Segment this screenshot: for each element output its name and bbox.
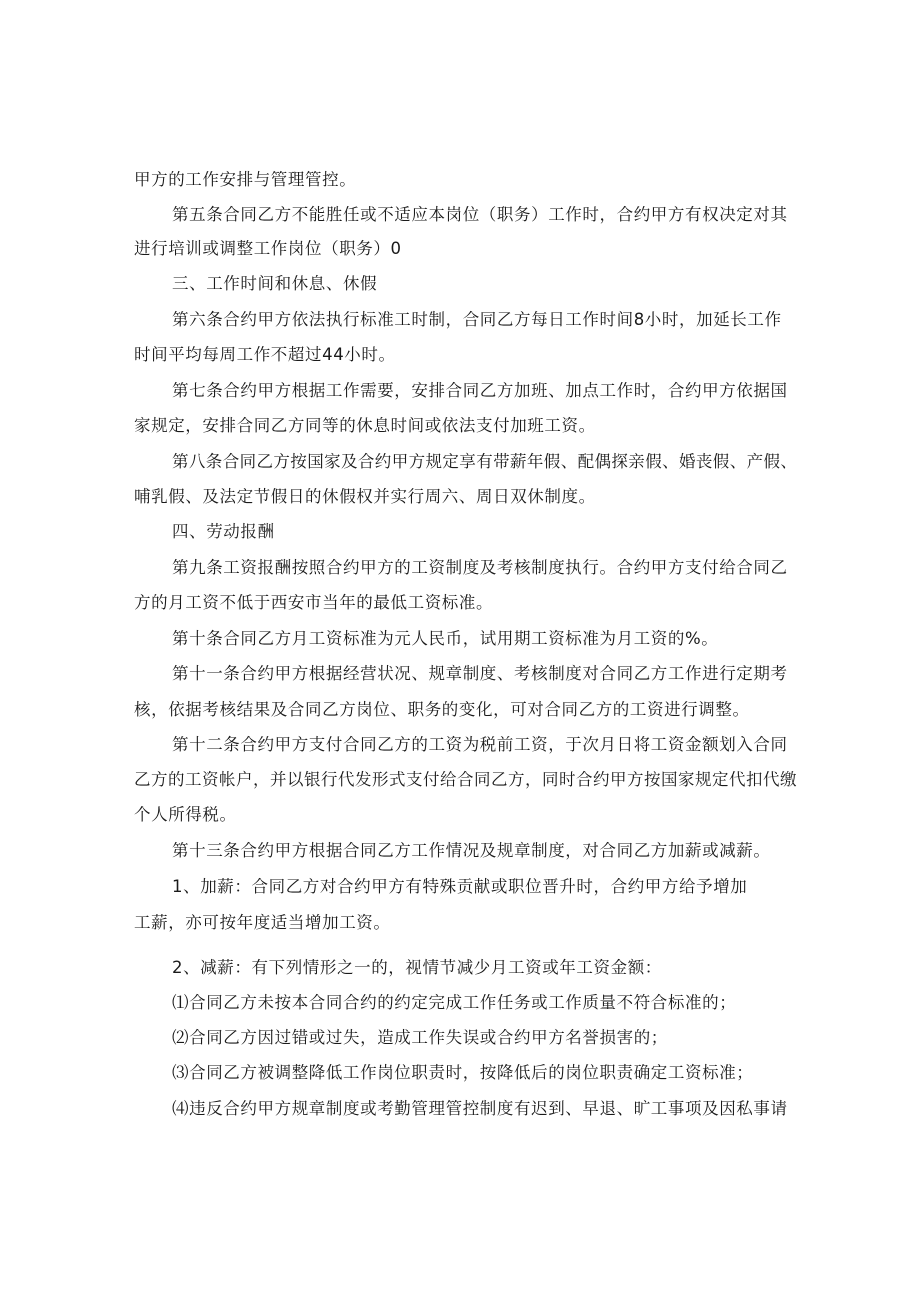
list-item: ⑵合同乙方因过错或过失，造成工作失误或合约甲方名誉损害的； <box>172 1028 668 1047</box>
text-line: 哺乳假、及法定节假日的休假权并实行周六、周日双休制度。 <box>134 487 596 506</box>
text-line: 第八条合同乙方按国家及合约甲方规定享有带薪年假、配偶探亲假、婚丧假、产假、 <box>172 452 798 471</box>
list-item: ⑴合同乙方未按本合同合约的约定完成工作任务或工作质量不符合标准的； <box>172 993 737 1012</box>
section-heading: 四、劳动报酬 <box>172 522 275 541</box>
text-line: 个人所得税。 <box>134 805 237 824</box>
text-line: 第十二条合约甲方支付合同乙方的工资为税前工资，于次月日将工资金额划入合同 <box>172 735 788 754</box>
text-line: 2、减薪：有下列情形之一的，视情节减少月工资或年工资金额： <box>172 958 662 977</box>
text-line: 时间平均每周工作不超过44小时。 <box>134 345 396 364</box>
text-line: 第十一条合约甲方根据经营状况、规章制度、考核制度对合同乙方工作进行定期考 <box>172 664 788 683</box>
text-line: 第六条合约甲方依法执行标准工时制，合同乙方每日工作时间8小时，加延长工作 <box>172 310 782 329</box>
text-line: 第五条合同乙方不能胜任或不适应本岗位（职务）工作时，合约甲方有权决定对其 <box>172 205 788 224</box>
text-line: 第七条合约甲方根据工作需要，安排合同乙方加班、加点工作时，合约甲方依据国 <box>172 381 788 400</box>
text-line: 家规定，安排合同乙方同等的休息时间或依法支付加班工资。 <box>134 416 596 435</box>
text-line: 甲方的工作安排与管理管控。 <box>134 170 357 189</box>
text-line: 1、加薪：合同乙方对合约甲方有特殊贡献或职位晋升时，合约甲方给予增加 <box>172 877 748 896</box>
text-line: 核，依据考核结果及合同乙方岗位、职务的变化，可对合同乙方的工资进行调整。 <box>134 700 750 719</box>
text-line: 工薪，亦可按年度适当增加工资。 <box>134 913 391 932</box>
text-line: 第十三条合约甲方根据合同乙方工作情况及规章制度，对合同乙方加薪或减薪。 <box>172 841 771 860</box>
text-line: 第十条合同乙方月工资标准为元人民币，试用期工资标准为月工资的%。 <box>172 629 719 648</box>
list-item: ⑶合同乙方被调整降低工作岗位职责时，按降低后的岗位职责确定工资标准； <box>172 1063 754 1082</box>
text-line: 第九条工资报酬按照合约甲方的工资制度及考核制度执行。合约甲方支付给合同乙 <box>172 558 788 577</box>
text-line: 乙方的工资帐户，并以银行代发形式支付给合同乙方，同时合约甲方按国家规定代扣代缴 <box>134 770 797 789</box>
list-item: ⑷违反合约甲方规章制度或考勤管理管控制度有迟到、早退、旷工事项及因私事请 <box>172 1099 788 1118</box>
text-line: 方的月工资不低于西安市当年的最低工资标准。 <box>134 593 494 612</box>
section-heading: 三、工作时间和休息、休假 <box>172 274 378 293</box>
text-line: 进行培训或调整工作岗位（职务）0 <box>134 239 402 258</box>
